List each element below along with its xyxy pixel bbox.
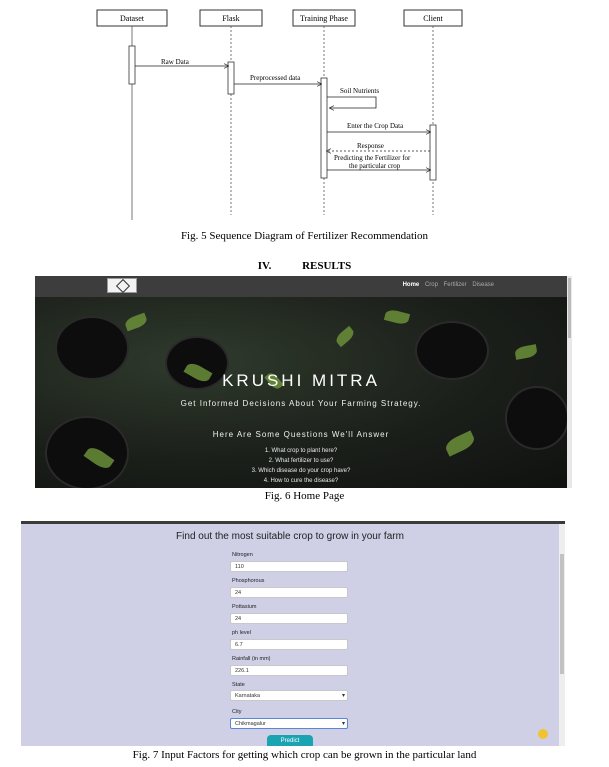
activation-training — [321, 78, 327, 178]
state-select[interactable]: Karnataka ▾ — [230, 690, 348, 701]
msg-enter-crop-label: Enter the Crop Data — [347, 122, 404, 130]
hero-subtitle: Get Informed Decisions About Your Farming Strategy. — [180, 399, 422, 408]
question-item: 2. What fertilizer to use? — [268, 458, 334, 464]
msg-soil-nutrients — [327, 97, 376, 108]
actor-training-label: Training Phase — [300, 14, 348, 23]
logo-icon — [116, 279, 130, 293]
section-number: IV. — [257, 260, 272, 272]
nav-home[interactable]: Home — [402, 282, 420, 288]
question-item: 1. What crop to plant here? — [264, 448, 338, 454]
rainfall-input[interactable]: 226.1 — [230, 665, 348, 676]
sequence-diagram — [0, 0, 609, 225]
activation-client — [430, 125, 436, 180]
section-heading — [0, 260, 609, 272]
navbar — [35, 276, 572, 297]
rainfall-label: Rainfall (in mm) — [232, 656, 271, 662]
nav-links — [399, 282, 494, 288]
actor-client-label: Client — [423, 14, 443, 23]
form-title: Find out the most suitable crop to grow in your farm — [176, 531, 404, 542]
ph-level-input[interactable]: 6.7 — [230, 639, 348, 650]
msg-soil-nutrients-label: Soil Nutrients — [340, 87, 380, 95]
phosphorous-input[interactable]: 24 — [230, 587, 348, 598]
chat-bubble-icon[interactable] — [538, 729, 548, 739]
section-title: RESULTS — [302, 260, 352, 272]
question-item: 3. Which disease do your crop have? — [251, 468, 351, 474]
predict-button[interactable]: Predict — [267, 735, 313, 746]
fig5-caption: Fig. 5 Sequence Diagram of Fertilizer Recommendation — [180, 230, 429, 242]
nitrogen-label: Nitrogen — [232, 552, 253, 558]
msg-predict-label-1: Predicting the Fertilizer for — [334, 154, 411, 162]
city-label: City — [232, 709, 242, 715]
fig6-caption: Fig. 6 Home Page — [264, 490, 345, 502]
browser-topbar — [21, 521, 565, 524]
background-pot — [505, 386, 569, 450]
crop-form-screenshot — [21, 521, 565, 746]
questions-list — [35, 446, 567, 486]
ph-level-label: ph level — [232, 630, 251, 636]
fig7-caption: Fig. 7 Input Factors for getting which crop can be grown in the particular land — [132, 749, 477, 761]
nitrogen-input[interactable]: 110 — [230, 561, 348, 572]
nav-fertilizer[interactable]: Fertilizer — [443, 282, 467, 288]
home-page-screenshot — [35, 276, 572, 488]
hero-title: KRUSHI MITRA — [222, 371, 380, 390]
background-leaf — [384, 308, 410, 326]
nav-crop[interactable]: Crop — [424, 282, 438, 288]
site-logo[interactable] — [107, 278, 137, 293]
city-select[interactable]: Chikmagalur ▾ — [230, 718, 348, 729]
scrollbar[interactable] — [567, 276, 572, 488]
question-item: 4. How to cure the disease? — [263, 478, 339, 484]
activation-dataset — [129, 46, 135, 84]
background-leaf — [334, 326, 356, 347]
potassium-label: Pottasium — [232, 604, 257, 610]
scrollbar-thumb[interactable] — [560, 554, 564, 674]
msg-raw-data-label: Raw Data — [161, 58, 189, 66]
activation-flask — [228, 62, 234, 94]
nav-disease[interactable]: Disease — [472, 282, 494, 288]
scrollbar[interactable] — [559, 524, 565, 746]
background-leaf — [124, 313, 149, 332]
msg-predict-label-2: the particular crop — [349, 162, 401, 170]
msg-response-label: Response — [357, 142, 384, 150]
questions-title: Here Are Some Questions We'll Answer — [212, 430, 390, 439]
potassium-input[interactable]: 24 — [230, 613, 348, 624]
scrollbar-thumb[interactable] — [568, 278, 571, 338]
msg-preprocessed-label: Preprocessed data — [250, 74, 301, 82]
background-leaf — [514, 344, 538, 360]
state-label: State — [232, 682, 245, 688]
actor-flask-label: Flask — [222, 14, 240, 23]
phosphorous-label: Phosphorous — [232, 578, 265, 584]
actor-dataset-label: Dataset — [120, 14, 144, 23]
